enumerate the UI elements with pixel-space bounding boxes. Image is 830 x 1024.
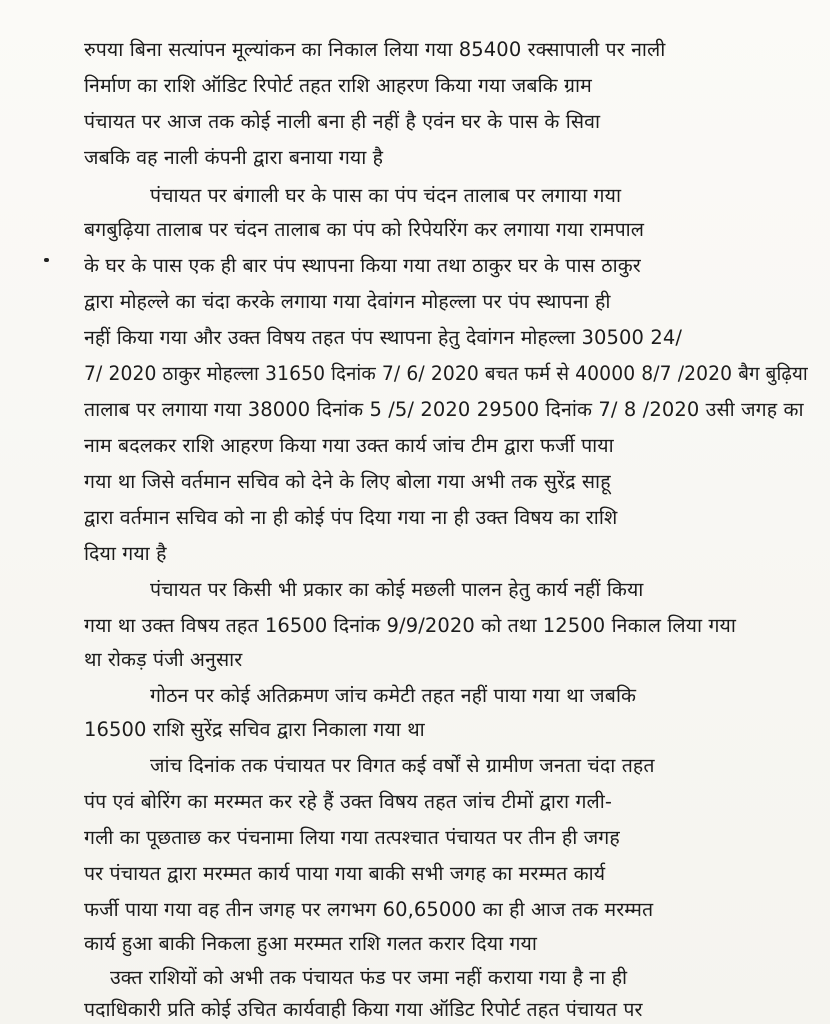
text-line: द्वारा मोहल्ले का चंदा करके लगाया गया देवांगन मोहल्ला पर पंप स्थापना ही (84, 290, 611, 313)
text-line: पंचायत पर बंगाली घर के पास का पंप चंदन तालाब पर लगाया गया (150, 184, 622, 207)
text-line: पदाधिकारी प्रति कोई उचित कार्यवाही किया गया ऑडिट रिपोर्ट तहत पंचायत पर (84, 998, 643, 1021)
text-line: बगबुढ़िया तालाब पर चंदन तालाब का पंप को रिपेयरिंग कर लगाया गया रामपाल (84, 218, 645, 241)
text-line: तालाब पर लगाया गया 38000 दिनांक 5 /5/ 2020 29500 दिनांक 7/ 8 /2020 उसी जगह का (84, 398, 804, 421)
text-line: पंचायत पर आज तक कोई नाली बना ही नहीं है एवंन घर के पास के सिवा (84, 110, 601, 133)
text-line: नहीं किया गया और उक्त विषय तहत पंप स्थापना हेतु देवांगन मोहल्ला 30500 24/ (84, 326, 683, 349)
text-line: पंप एवं बोरिंग का मरम्मत कर रहे हैं उक्त विषय तहत जांच टीमों द्वारा गली- (84, 790, 613, 813)
text-line: गोठन पर कोई अतिक्रमण जांच कमेटी तहत नहीं पाया गया था जबकि (150, 684, 637, 707)
ink-dot (44, 258, 49, 262)
text-line: कार्य हुआ बाकी निकला हुआ मरम्मत राशि गलत करार दिया गया (84, 932, 537, 955)
text-line: द्वारा वर्तमान सचिव को ना ही कोई पंप दिया गया ना ही उक्त विषय का राशि (84, 506, 618, 529)
text-line: 16500 राशि सुरेंद्र सचिव द्वारा निकाला गया था (84, 718, 425, 741)
text-line: गया था जिसे वर्तमान सचिव को देने के लिए बोला गया अभी तक सुरेंद्र साहू (84, 470, 611, 493)
text-line: के घर के पास एक ही बार पंप स्थापना किया गया तथा ठाकुर घर के पास ठाकुर (84, 254, 641, 277)
text-line: 7/ 2020 ठाकुर मोहल्ला 31650 दिनांक 7/ 6/ 2020 बचत फर्म से 40000 8/7 /2020 बैग बुढ़िया (84, 362, 808, 385)
text-line: उक्त राशियों को अभी तक पंचायत फंड पर जमा नहीं कराया गया है ना ही (110, 966, 628, 989)
text-line: दिया गया है (84, 542, 167, 565)
text-line: था रोकड़ पंजी अनुसार (84, 648, 243, 671)
text-line: जांच दिनांक तक पंचायत पर विगत कई वर्षों से ग्रामीण जनता चंदा तहत (150, 754, 655, 777)
text-line: फर्जी पाया गया वह तीन जगह पर लगभग 60,65000 का ही आज तक मरम्मत (84, 898, 654, 921)
text-line: निर्माण का राशि ऑडिट रिपोर्ट तहत राशि आहरण किया गया जबकि ग्राम (84, 74, 592, 97)
text-line: रुपया बिना सत्यांपन मूल्यांकन का निकाल लिया गया 85400 रक्सापाली पर नाली (84, 38, 666, 61)
text-line: नाम बदलकर राशि आहरण किया गया उक्त कार्य जांच टीम द्वारा फर्जी पाया (84, 434, 614, 457)
text-line: जबकि वह नाली कंपनी द्वारा बनाया गया है (84, 146, 384, 169)
text-line: पंचायत पर किसी भी प्रकार का कोई मछली पालन हेतु कार्य नहीं किया (150, 578, 644, 601)
text-line: गली का पूछताछ कर पंचनामा लिया गया तत्पश्चात पंचायत पर तीन ही जगह (84, 826, 620, 849)
text-line: पर पंचायत द्वारा मरम्मत कार्य पाया गया बाकी सभी जगह का मरम्मत कार्य (84, 862, 606, 885)
text-line: गया था उक्त विषय तहत 16500 दिनांक 9/9/2020 को तथा 12500 निकाल लिया गया (84, 614, 736, 637)
